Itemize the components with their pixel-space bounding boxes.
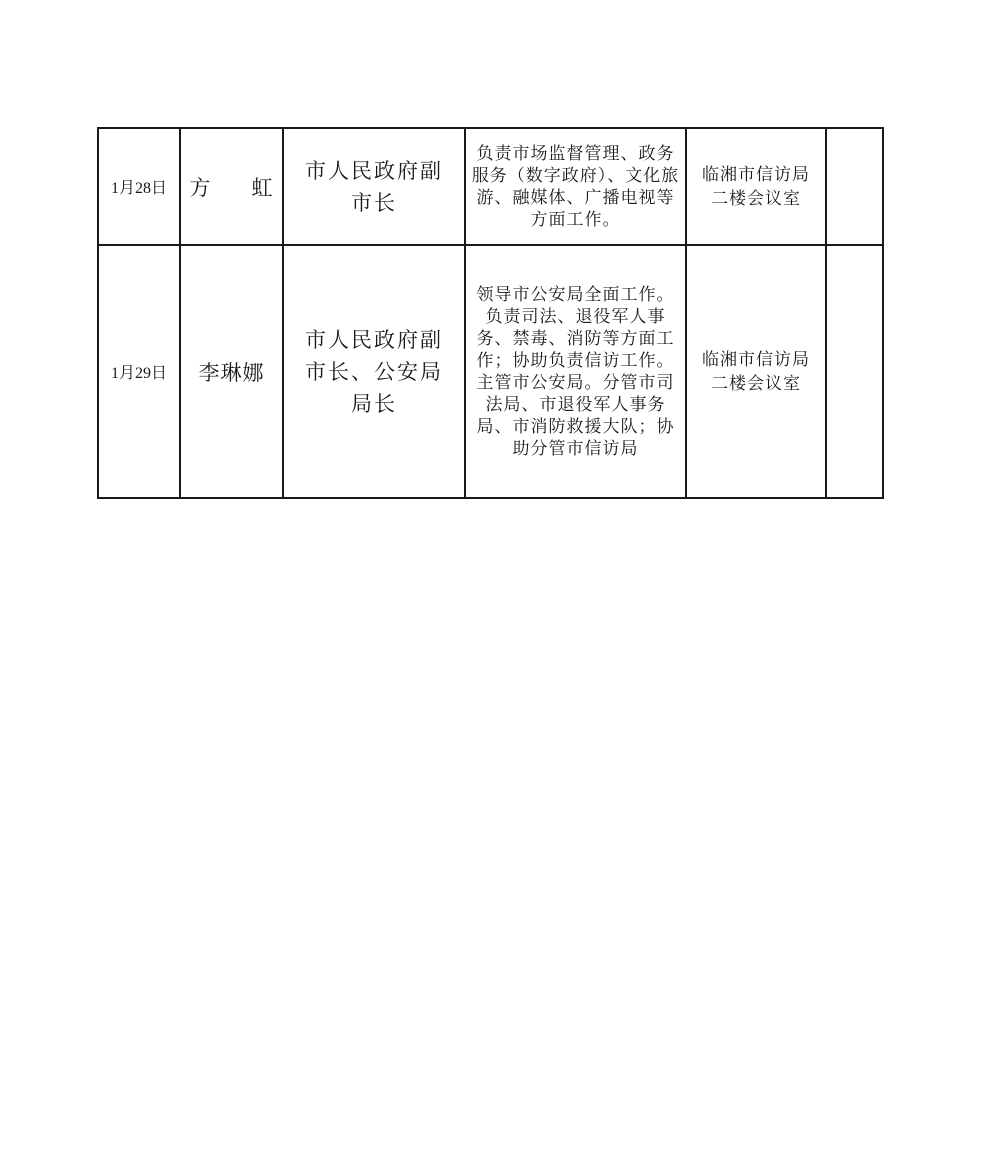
reception-schedule-table (97, 127, 884, 499)
location-text: 临湘市信访局二楼会议室 (702, 164, 810, 209)
location-cell (686, 128, 826, 245)
date-text: 1月28日 (110, 180, 167, 197)
date-text: 1月29日 (110, 365, 167, 382)
official-name (190, 176, 274, 200)
date-cell (98, 245, 180, 498)
table-row (98, 128, 883, 245)
location-text: 临湘市信访局二楼会议室 (702, 349, 810, 394)
note-cell (826, 245, 883, 498)
duties-text: 领导市公安局全面工作。 负责司法、退役军人事务、禁毒、消防等方面工作；协助负责信访工作。 主管市公安局。分管市司法局、市退役军人事务局、市消防救援大队；协助分管市信访局 (476, 284, 675, 459)
note-cell (826, 128, 883, 245)
duties-cell (465, 245, 686, 498)
location-cell (686, 245, 826, 498)
name-cell (180, 245, 283, 498)
name-char-1: 方 (189, 175, 212, 200)
position-text: 市人民政府副市长、公安局局长 (305, 327, 443, 416)
official-name: 李琳娜 (198, 360, 265, 385)
table-row (98, 245, 883, 498)
duties-cell (465, 128, 686, 245)
name-char-2: 虹 (251, 175, 274, 200)
position-cell (283, 245, 465, 498)
date-cell (98, 128, 180, 245)
position-text: 市人民政府副市长 (305, 158, 443, 215)
duties-text: 负责市场监督管理、政务服务（数字政府）、文化旅游、融媒体、广播电视等方面工作。 (471, 143, 680, 230)
name-cell (180, 128, 283, 245)
position-cell (283, 128, 465, 245)
